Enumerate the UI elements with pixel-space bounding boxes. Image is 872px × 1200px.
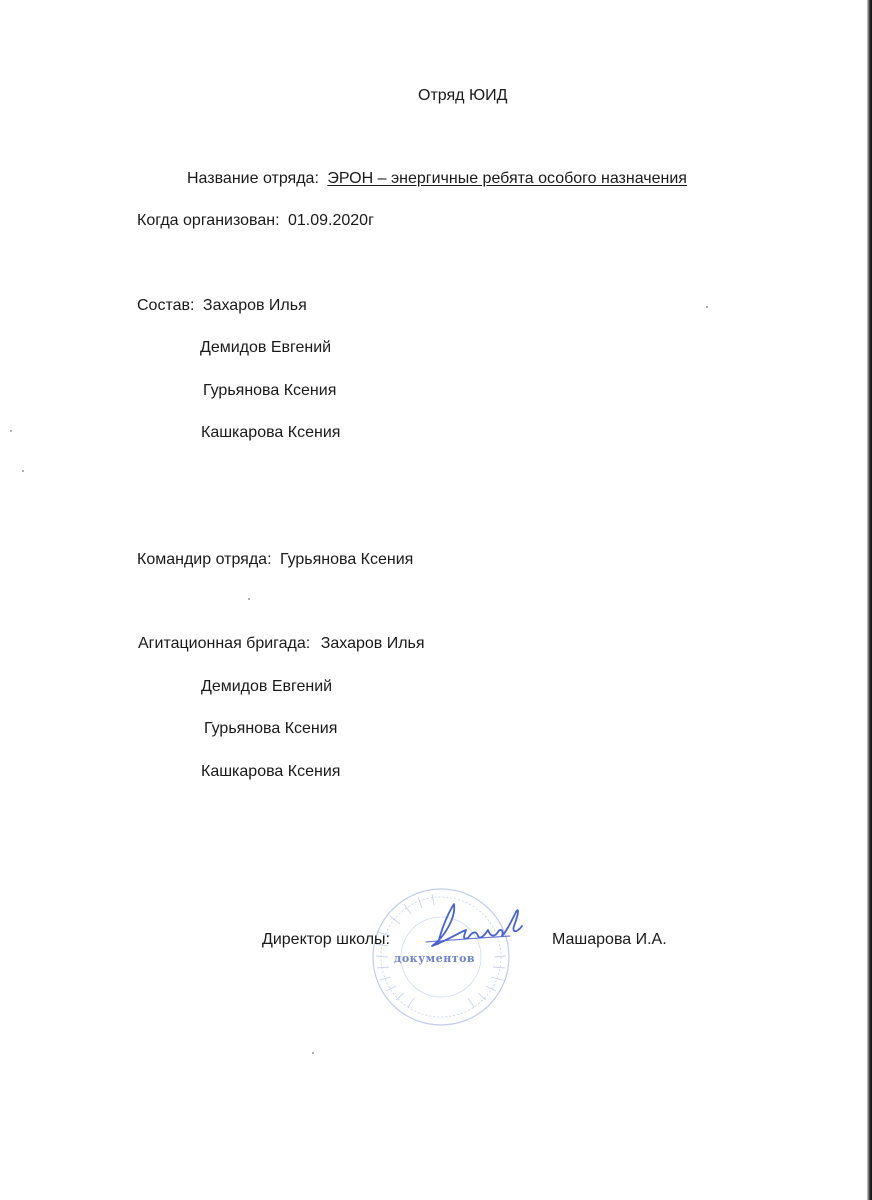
squad-name-row <box>187 169 687 189</box>
organized-label: Когда организован: <box>137 212 280 229</box>
members-label: Состав: <box>137 297 195 314</box>
document-title: Отряд ЮИД <box>418 87 508 104</box>
member-name: Демидов Евгений <box>200 339 332 356</box>
member-name: Гурьянова Ксения <box>203 382 337 399</box>
member-name: Кашкарова Ксения <box>201 424 341 441</box>
members-row <box>137 296 307 316</box>
brigade-member-name: Демидов Евгений <box>201 678 333 695</box>
squad-name-label: Название отряда: <box>187 170 319 187</box>
squad-name-value: ЭРОН – энергичные ребята особого назначения <box>327 170 687 187</box>
director-label: Директор школы: <box>262 931 390 948</box>
scan-speck <box>10 430 12 432</box>
scan-speck <box>248 598 250 600</box>
organized-date: 01.09.2020г <box>287 212 374 229</box>
scan-edge-shadow <box>867 0 872 1200</box>
director-name: Машарова И.А. <box>552 931 667 948</box>
commander-row <box>137 550 413 570</box>
commander-label: Командир отряда: <box>137 551 272 568</box>
agit-brigade-label: Агитационная бригада: <box>138 635 311 652</box>
organized-row <box>137 211 374 231</box>
commander-name: Гурьянова Ксения <box>279 551 414 568</box>
scan-speck <box>312 1052 314 1054</box>
brigade-member-name: Захаров Илья <box>320 635 425 652</box>
director-signature <box>420 896 530 956</box>
brigade-member-name: Кашкарова Ксения <box>201 763 341 780</box>
brigade-member-name: Гурьянова Ксения <box>204 720 338 737</box>
stamp-text: документов <box>394 952 476 965</box>
scan-speck <box>706 306 708 308</box>
scan-speck <box>22 470 24 472</box>
agit-brigade-row <box>138 634 425 654</box>
member-name: Захаров Илья <box>202 297 307 314</box>
